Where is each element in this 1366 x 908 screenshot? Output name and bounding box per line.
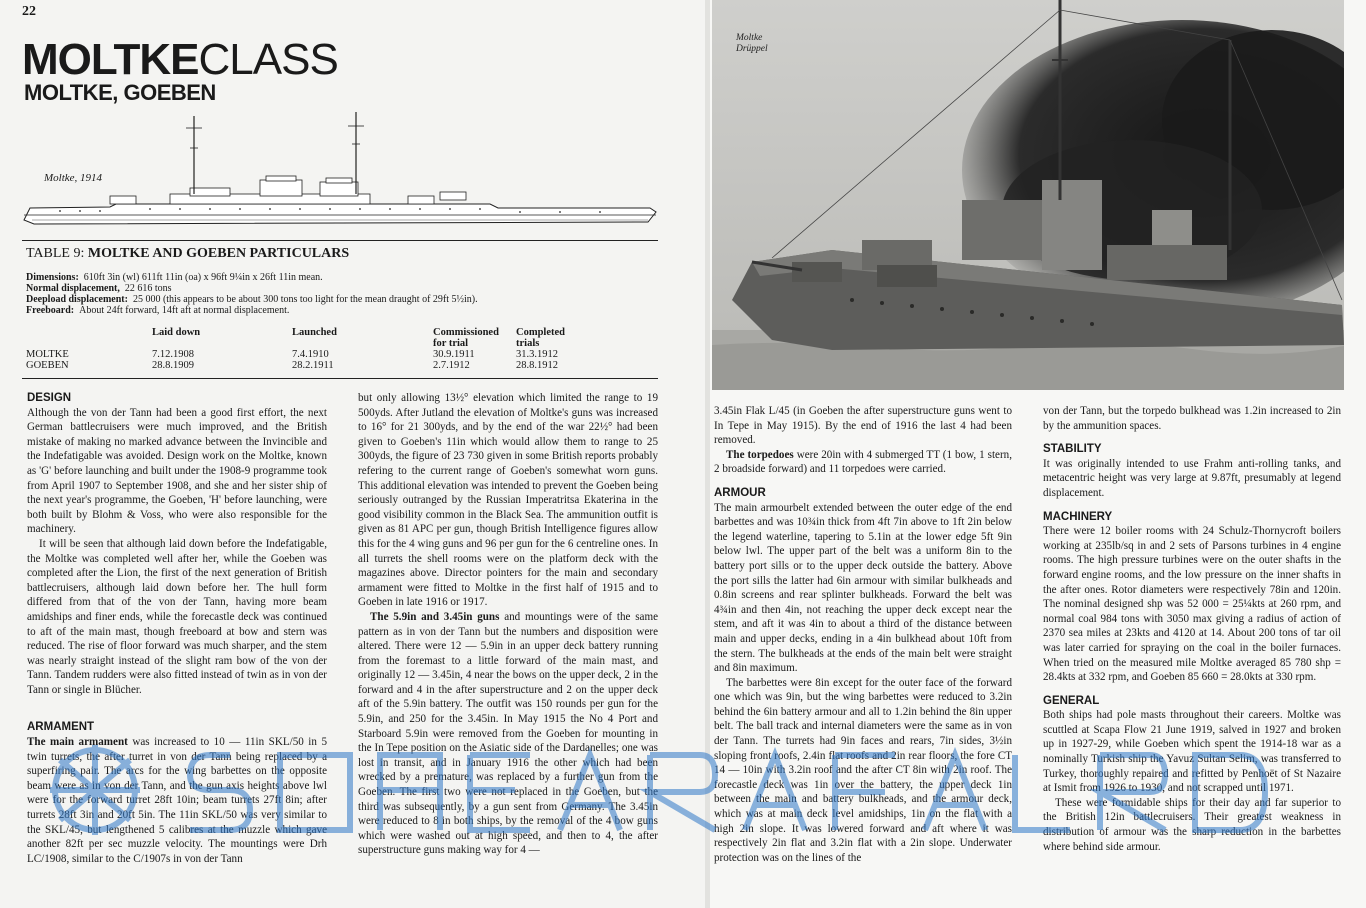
photo-caption-ship: Moltke [736, 33, 763, 43]
profile-caption: Moltke, 1914 [44, 172, 103, 184]
paragraph: were 20in with 4 submerged TT (1 bow, 1 stern, 2 broadside forward) and 11 torpedoes were carried. [714, 448, 1012, 476]
row-moltke-name: MOLTKE [26, 349, 69, 360]
page-subtitle: MOLTKE, GOEBEN [24, 80, 216, 105]
paragraph: The barbettes were 8in except for the outer face of the forward one which was 9in, but the wing barbettes were reduced to 3.2in behind the 6in battery armour and all to 1.2in behind the 8in upper belt. The ball track and internal diameters were the same as in von der Tann. The turrets had 9in faces and rears, 7in sides, 3½in sloping front roofs, 2.4in flat roofs and 2in rear floors, the fore CT 14 — 10in with 3.2in roof and the after CT 8in with 2in roof. The forecastle deck was 1in over the battery, the upper deck 1in between the main and battery bulkheads, and the armour deck, which was at main deck level amidships, 1in on the flat with a high 2in slope. It was lowered forward and aft where it was respectively 2in flat and 3.2in flat with a 2in slope. Underwater protection was on the lines of the [714, 676, 1012, 864]
row-goeben-name: GOEBEN [26, 360, 69, 371]
table-number: TABLE 9: [26, 246, 85, 261]
lead-in: The 5.9in and 3.45in guns [370, 610, 500, 623]
col-header-commissioned: Commissioned for trial [433, 327, 499, 349]
row-moltke-laid: 7.12.1908 [152, 349, 194, 360]
page-title [22, 35, 338, 84]
table-rule-bottom [22, 378, 658, 379]
paragraph: There were 12 boiler rooms with 24 Schulz-Thornycroft boilers working at 235lb/sq in and 2 sets of Parsons turbines in 4 engine rooms. The high pressure turbines were on the outer shafts in the forward engine rooms, and the low pressure on the inner shafts in the after ones. Rotor diameters were respectively 78in and 120in. The nominal designed shp was 52 000 = 25¼kts at 260 rpm, and normal coal 984 tons with 3050 max giving a radius of action of 2370 sea miles at 23kts and 4120 at 14. About 200 tons of tar oil was later carried for spraying on the coal in the boiler furnaces. When tried on the measured mile Moltke averaged 85 780 shp = 28.4kts at 332 rpm, and Goeben 85 660 = 28.0kts at 330 rpm. [1043, 525, 1341, 684]
battlecruiser-photo [712, 0, 1344, 390]
text-column-4 [1043, 404, 1341, 854]
title-light: CLASS [198, 35, 338, 84]
paragraph: These were formidable ships for their day and far superior to the British 12in battlecruisers. Their greatest weakness in distribution of armour was the sharp reduction in the barbettes where behind side armour. [1043, 796, 1341, 853]
section-heading-machinery: MACHINERY [1043, 510, 1113, 523]
paragraph: 3.45in Flak L/45 (in Goeben the after superstructure guns went to In Tepe in May 1915). By the end of 1916 the last 4 had been removed. [714, 405, 1012, 447]
spec-freeboard-value: About 24ft forward, 14ft aft at normal displacement. [79, 305, 290, 316]
paragraph: It will be seen that although laid down before the Indefatigable, the Moltke was completed well after her, while the Goeben was completed after the Lion, the first of the next generation of British battlecruisers, although laid down before her. The hull form differed from that of the von der Tann, having more beam amidships and finer ends, while the forecastle deck was continued to aft of the main mast, though freeboard at bow and stern was reduced. The rise of floor forward was much sharper, and the stem was nearly straight instead of the slight ram bow of the von der Tann. Tandem rudders were also fitted instead of twin as in von der Tann or single in Blücher. [27, 537, 327, 696]
spec-normal-label: Normal displacement, [26, 283, 120, 294]
row-moltke-commissioned: 30.9.1911 [433, 349, 475, 360]
text-column-3 [714, 404, 1012, 865]
row-goeben-laid: 28.8.1909 [152, 360, 194, 371]
text-column-1 [27, 391, 327, 866]
paragraph: The main armourbelt extended between the outer edge of the end barbettes and was 10¾in thick from 4ft 7in above to 1ft 2in below the legend waterline, tapering to 5.1in at the lower edge 5ft 9in below lwl. The upper part of the belt was a uniform 8in to the battery port sills or to the upper deck outside the battery. Above the port sills the latter had 6in armour with similar bulkheads and 0.8in screens and rear splinter bulkheads. Forward the belt was 4¾in and then 4in, not reaching the upper deck except near the stem, and aft it was 4in to about a third of the distance between main and upper decks, ending in a 4in bulkhead about 10ft from the stern. The bulkheads at the ends of the main belt were straight and 8in maximum. [714, 501, 1012, 675]
col-header-completed: Completed trials [516, 327, 565, 349]
paragraph: but only allowing 13½° elevation which limited the range to 19 500yds. After Jutland the elevation of Moltke's guns was increased to 16° for 21 300yds, and by the end of the war 22½° had been given to Goeben's 11in which would allow them to range to 25 300yds, the figure of 23 730 given in some British reports probably refering to the current range of Goeben's somewhat worn guns. This additional elevation was intended to prevent the Goeben being seriously outranged by the Russian Imperatritsa Ekaterina in the good visibility common in the Black Sea. The ammunition outfit is given as 81 APC per gun, though British Intelligence figures allow this for the 4 wing guns and 96 per gun for the 6 centreline ones. In all turrets the shell rooms were on the platform deck with the magazines above. Director pointers for the main and secondary armament were fitted to Moltke in the first half of 1915 and to Goeben in late 1916 or 1917. [358, 392, 658, 609]
title-bold: MOLTKE [22, 35, 199, 84]
paragraph: Both ships had pole masts throughout their careers. Moltke was scuttled at Scapa Flow 21 June 1919, salved in 1927 and broken up in 1927-29, while Goeben which spent the 1914-18 war as a nominally Turkish ship the Yavuz Sultan Selim, was transferred to Turkey, thoroughly repaired and refitted by Penhoët of St Nazaire at Ismit from 1926 to 1930, and not scrapped until 1971. [1043, 709, 1341, 795]
paragraph: was increased to 10 — 11in SKL/50 in 5 twin turrets, the after turret in von der Tann being replaced by a superfiring pair. The arcs for the wing barbettes on the opposite beam were as in von der Tann, and the gun axis heights above lwl were for the forward turret 28ft 10in; beam turrets 27ft 8in; after turrets 28ft 3in and 20ft 5in. The 11in SKL/50 was very similar to the SKL/45, but lengthened 5 calibres at the muzzle which gave another 82ft per sec muzzle velocity. The mountings were Drh LC/1908, similar to the C/1907s in von der Tann [27, 736, 327, 865]
photo-caption-credit: Drüppel [736, 44, 768, 54]
row-moltke-launched: 7.4.1910 [292, 349, 329, 360]
col-header-launched: Launched [292, 327, 337, 338]
section-heading-armour: ARMOUR [714, 486, 766, 499]
paragraph: von der Tann, but the torpedo bulkhead was 1.2in increased to 2in by the ammunition spaces. [1043, 405, 1341, 432]
spec-normal-value: 22 616 tons [124, 283, 172, 294]
spec-dimensions-value: 610ft 3in (wl) 611ft 11in (oa) x 96ft 9¼in x 26ft 11in mean. [83, 272, 323, 283]
row-goeben-completed: 28.8.1912 [516, 360, 558, 371]
text-column-2 [358, 391, 658, 858]
section-heading-armament: ARMAMENT [27, 721, 95, 734]
spec-deepload-label: Deepload displacement: [26, 294, 128, 305]
row-moltke-completed: 31.3.1912 [516, 349, 558, 360]
spec-deepload-value: 25 000 (this appears to be about 300 tons too light for the mean draught of 29ft 5½in). [132, 294, 478, 305]
lead-in: The torpedoes [726, 448, 794, 461]
section-heading-general: GENERAL [1043, 694, 1100, 707]
table-rule-top [22, 240, 658, 241]
section-heading-stability: STABILITY [1043, 443, 1102, 456]
spec-deepload [26, 294, 666, 305]
photo-caption [736, 33, 768, 55]
row-goeben-commissioned: 2.7.1912 [433, 360, 470, 371]
section-heading-design: DESIGN [27, 392, 72, 404]
paragraph: Although the von der Tann had been a good first effort, the next German battlecruisers were much improved, and the British mistake of making no marked advance between the Invincible and the Indefatigable was avoided. Design work on the Moltke, known as 'G' before launching and built under the 1908-9 programme took from April 1907 to September 1908, and she and her sister ship of the next year's programme, the Goeben, 'H' before launching, were both built by Blohm & Voss, who were also responsible for the machinery. [27, 406, 327, 536]
spec-freeboard [26, 305, 666, 316]
table-title [26, 246, 349, 262]
spec-dimensions-label: Dimensions: [26, 272, 79, 283]
lead-in: The main armament [27, 736, 128, 749]
table-title-text: MOLTKE AND GOEBEN PARTICULARS [87, 246, 350, 261]
spec-freeboard-label: Freeboard: [26, 305, 75, 316]
page-number: 22 [22, 4, 36, 19]
paragraph: and mountings were of the same pattern as in von der Tann but the numbers and disposition were altered. There were 12 — 5.9in in an upper deck battery running from the foremast to a little forward of the main mast, and originally 12 — 3.45in, 4 near the bows on the upper deck, 2 in the forward and 4 in the after superstructure and 2 on the upper deck aft of the 5.9in battery. The outfit was 150 rounds per gun for the 5.9in, and 250 for the 3.45in. In May 1915 the No 4 Port and Starboard 5.9in were removed from the Goeben for mounting in the In Tepe position on the Asiatic side of the Dardanelles; one was lost in transit, and in January 1916 the other which had been wrecked by a premature, was replaced by a further gun from the Goeben. The first two were not replaced in the Goeben, but the third was subsequently, by a gun sent from Germany. The 3.45in were reduced to 8 in both ships, by the removal of the 4 bow guns which were washed out at high speed, and then to 4, the after superstructure guns making way for 4 — [358, 610, 658, 857]
ship-profile-drawing [20, 108, 660, 238]
spec-dimensions [26, 272, 666, 283]
paragraph: It was originally intended to use Frahm anti-rolling tanks, and metacentric height was very large at 9.87ft, presumably at legend displacement. [1043, 457, 1341, 499]
col-header-laid: Laid down [152, 327, 201, 338]
spec-normal [26, 283, 666, 294]
row-goeben-launched: 28.2.1911 [292, 360, 334, 371]
